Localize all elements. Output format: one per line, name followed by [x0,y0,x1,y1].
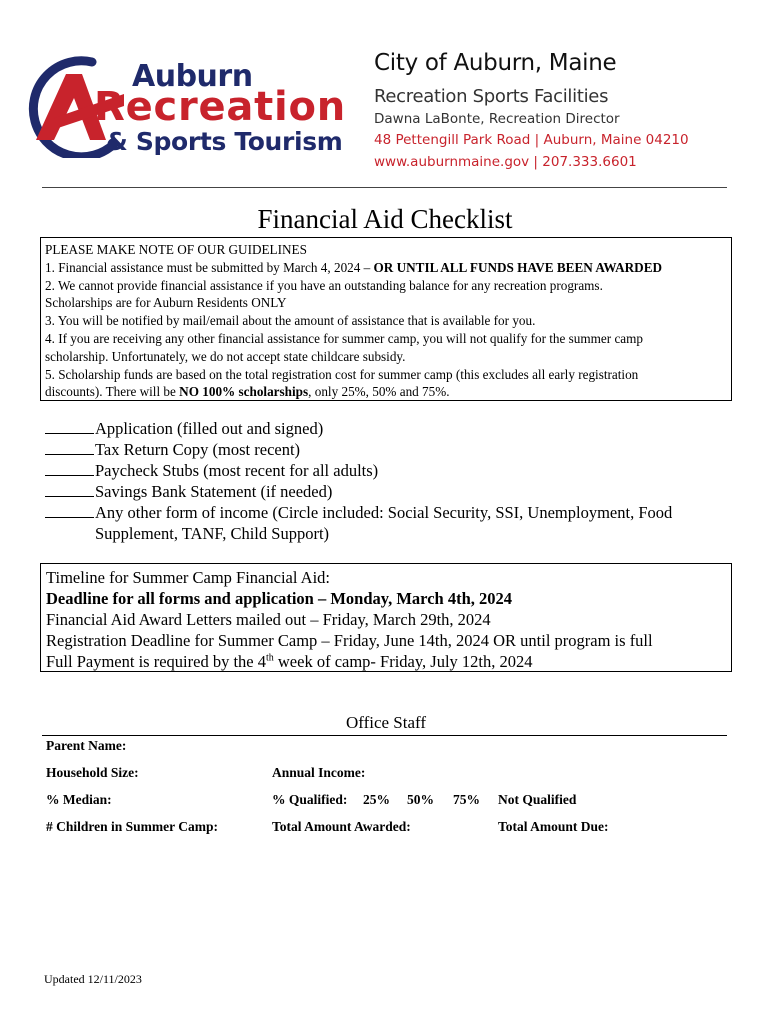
office-staff-divider [42,735,727,736]
guideline-3: 3. You will be notified by mail/email about the amount of assistance that is available for you. [45,313,536,329]
parent-name-label: Parent Name: [46,738,127,753]
director-name: Dawna LaBonte, Recreation Director [374,111,620,127]
median-label: % Median: [46,792,112,807]
annual-income-label: Annual Income: [272,765,366,780]
guidelines-heading: PLEASE MAKE NOTE OF OUR GUIDELINES [45,242,307,257]
guideline-2: 2. We cannot provide financial assistance if you have an outstanding balance for any recreation programs. [45,277,603,293]
checklist-item-label: Application (filled out and signed) [95,419,324,438]
checklist-item-label: Paycheck Stubs (most recent for all adults) [95,461,379,480]
checklist-item-label: Savings Bank Statement (if needed) [95,482,333,501]
timeline-box [40,563,732,672]
ordinal-suffix: th [265,652,274,664]
not-qualified[interactable]: Not Qualified [498,792,577,807]
check-blank[interactable] [45,421,94,434]
header-divider [42,187,727,188]
guideline-4: 4. If you are receiving any other financial assistance for summer camp, you will not qualify for the summer camp [45,330,644,346]
children-label: # Children in Summer Camp: [46,819,219,834]
qualified-25[interactable]: 25% [363,792,390,807]
guideline-4-cont: scholarship. Unfortunately, we do not accept state childcare subsidy. [45,348,406,364]
checklist-item [45,481,672,502]
contact-info[interactable]: www.auburnmaine.gov | 207.333.6601 [374,154,637,170]
total-awarded-label: Total Amount Awarded: [272,819,411,834]
timeline-payment-text: Full Payment is required by the 4 [46,652,266,671]
facility-name: Recreation Sports Facilities [374,86,609,107]
timeline-deadline-text: Deadline for all forms and application – Monday, March 4th, 2024 [46,589,512,608]
guideline-1 [45,259,727,277]
qualified-label: % Qualified: [272,792,348,807]
check-blank[interactable] [45,484,94,497]
checklist-item [45,502,672,523]
address: 48 Pettengill Park Road | Auburn, Maine 04210 [374,132,689,148]
logo-line-3: & Sports Tourism [106,127,342,156]
check-blank[interactable] [45,463,94,476]
checklist-item-cont: Supplement, TANF, Child Support) [95,524,330,543]
timeline-award: Financial Aid Award Letters mailed out – Friday, March 29th, 2024 [46,610,491,629]
document-title: Financial Aid Checklist [257,204,513,234]
guideline-5-cont [45,383,727,401]
qualified-75[interactable]: 75% [453,792,480,807]
check-blank[interactable] [45,442,94,455]
auburn-recreation-logo [14,48,352,158]
qualified-50[interactable]: 50% [407,792,434,807]
total-due-label: Total Amount Due: [498,819,609,834]
timeline-deadline [46,588,726,609]
checklist-item-label: Tax Return Copy (most recent) [95,440,301,459]
guideline-5-end: , only 25%, 50% and 75%. [308,384,450,400]
guideline-2-cont: Scholarships are for Auburn Residents ONLY [45,295,287,311]
guideline-5-text: discounts). There will be [45,384,180,400]
timeline-registration: Registration Deadline for Summer Camp – Friday, June 14th, 2024 OR until program is full [46,631,653,650]
guidelines-box [40,237,732,401]
guideline-1-bold: OR UNTIL ALL FUNDS HAVE BEEN AWARDED [373,259,663,275]
timeline-heading: Timeline for Summer Camp Financial Aid: [46,568,330,587]
timeline-payment-end: week of camp- Friday, July 12th, 2024 [273,652,533,671]
guideline-1-text: 1. Financial assistance must be submitted by March 4, 2024 – [45,259,374,275]
logo-line-2: Recreation [94,84,344,130]
guideline-5-bold: NO 100% scholarships [179,384,309,400]
checklist-item [45,460,672,481]
logo-line-1: Auburn [132,59,253,94]
city-title: City of Auburn, Maine [374,50,617,76]
guideline-5: 5. Scholarship funds are based on the total registration cost for summer camp (this excludes all early registration [45,366,639,382]
household-size-label: Household Size: [46,765,139,780]
check-blank[interactable] [45,505,94,518]
updated-date: Updated 12/11/2023 [44,972,142,986]
checklist-item [45,418,672,439]
timeline-payment [46,651,726,672]
checklist-item-label: Any other form of income (Circle included: Social Security, SSI, Unemployment, Food [95,503,673,522]
checklist [45,418,672,544]
office-staff-title: Office Staff [345,713,427,732]
checklist-item [45,439,672,460]
